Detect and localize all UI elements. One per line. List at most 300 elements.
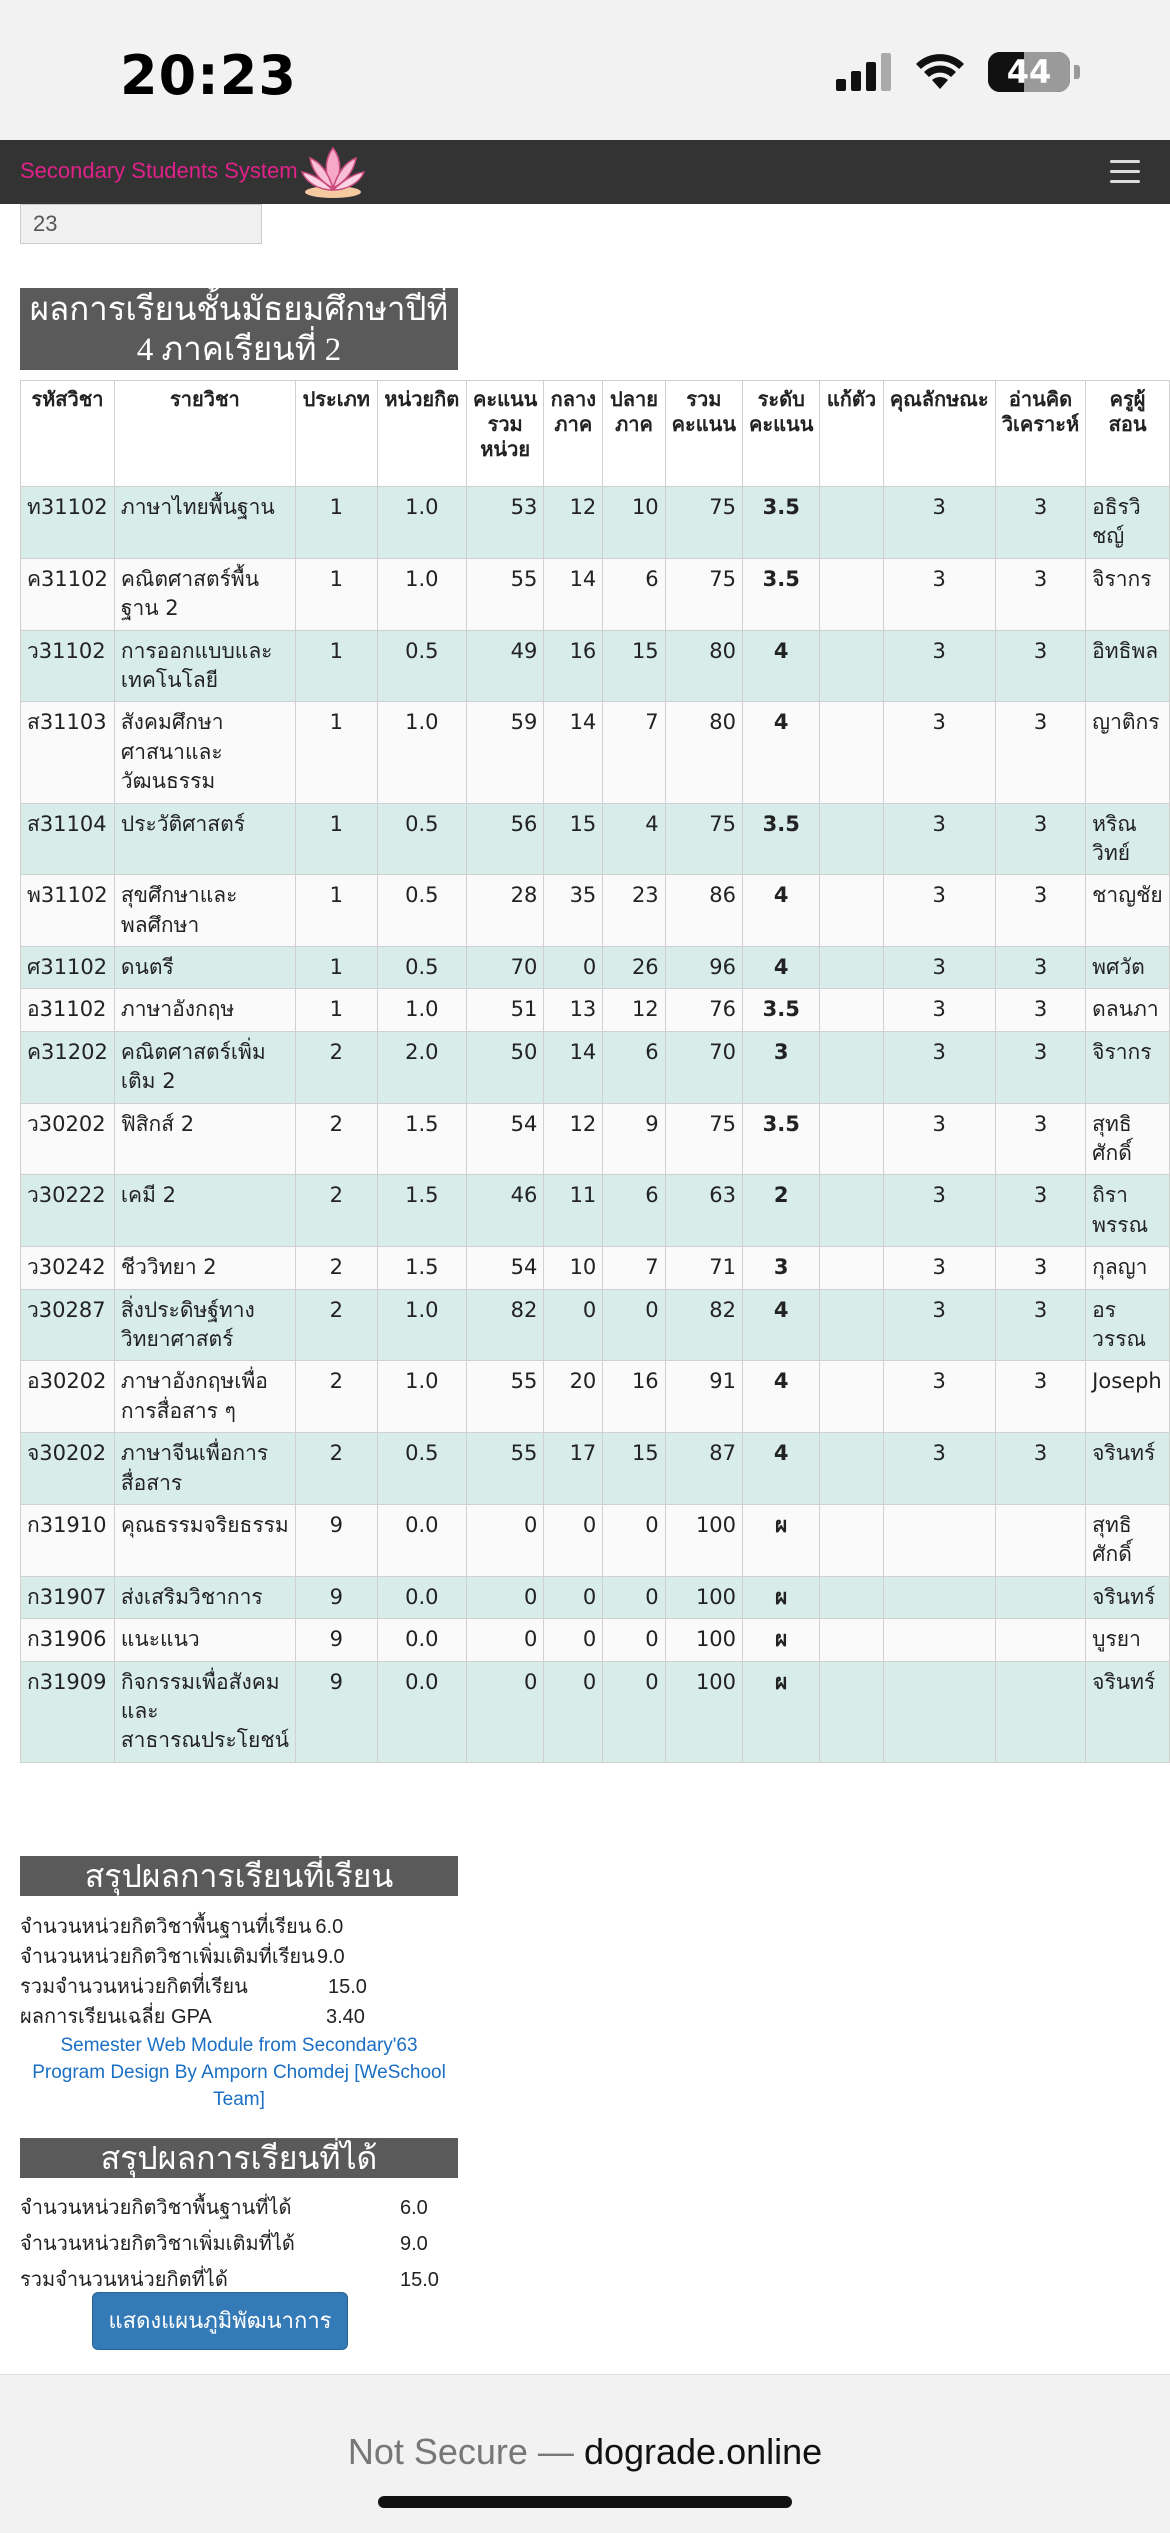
table-row xyxy=(21,630,1170,702)
table-cell: 63 xyxy=(665,1175,742,1247)
grades-table xyxy=(20,380,1170,1763)
table-cell: 2 xyxy=(295,1289,377,1361)
header-final: ปลายภาค xyxy=(603,381,665,487)
table-cell: 71 xyxy=(665,1247,742,1289)
table-cell: 4 xyxy=(743,875,820,947)
table-cell: 75 xyxy=(665,487,742,559)
table-cell: 3 xyxy=(883,1103,995,1175)
table-cell: 14 xyxy=(544,558,603,630)
table-cell: ภาษาอังกฤษ xyxy=(114,989,295,1031)
table-cell: 82 xyxy=(665,1289,742,1361)
hamburger-menu-icon[interactable] xyxy=(1110,160,1140,184)
summary-value: 6.0 xyxy=(315,1916,344,1938)
table-cell: 80 xyxy=(665,630,742,702)
table-row xyxy=(21,1619,1170,1661)
table-cell: 0.0 xyxy=(377,1504,466,1576)
table-cell: 0.5 xyxy=(377,875,466,947)
table-cell: 0 xyxy=(466,1504,543,1576)
table-cell: 3 xyxy=(995,1433,1085,1505)
header-grade: ระดับคะแนน xyxy=(743,381,820,487)
table-cell: ส31103 xyxy=(21,702,115,803)
table-cell: ผ xyxy=(743,1619,820,1661)
table-cell: 0 xyxy=(603,1289,665,1361)
table-cell: ว30202 xyxy=(21,1103,115,1175)
table-cell: 14 xyxy=(544,702,603,803)
table-cell: 100 xyxy=(665,1661,742,1762)
table-cell: 3 xyxy=(743,1247,820,1289)
table-cell: 0.5 xyxy=(377,1433,466,1505)
table-cell: กุลญา xyxy=(1086,1247,1170,1289)
table-cell: 28 xyxy=(466,875,543,947)
table-cell: 12 xyxy=(544,487,603,559)
header-type: ประเภท xyxy=(295,381,377,487)
table-row xyxy=(21,1361,1170,1433)
table-cell xyxy=(820,1504,883,1576)
table-cell: 12 xyxy=(603,989,665,1031)
navbar xyxy=(0,140,1170,204)
summary-value: 6.0 xyxy=(400,2197,428,2219)
table-cell: 0.5 xyxy=(377,947,466,989)
table-cell: หริณวิทย์ xyxy=(1086,803,1170,875)
table-cell: ก31909 xyxy=(21,1661,115,1762)
header-midterm: กลางภาค xyxy=(544,381,603,487)
table-cell: ชาญชัย xyxy=(1086,875,1170,947)
table-cell: 3 xyxy=(883,1289,995,1361)
table-cell: 0.0 xyxy=(377,1661,466,1762)
table-cell: 15 xyxy=(603,1433,665,1505)
table-cell: 23 xyxy=(603,875,665,947)
table-cell: ถิราพรรณ xyxy=(1086,1175,1170,1247)
table-row xyxy=(21,1504,1170,1576)
show-progress-chart-button[interactable]: แสดงแผนภูมิพัฒนาการ xyxy=(92,2292,348,2350)
header-remedial: แก้ตัว xyxy=(820,381,883,487)
summary-label: จำนวนหน่วยกิตวิชาเพิ่มเติมที่ได้ xyxy=(20,2233,295,2255)
table-cell: 91 xyxy=(665,1361,742,1433)
table-cell: 3 xyxy=(995,702,1085,803)
table-cell: 3 xyxy=(883,803,995,875)
table-cell: 46 xyxy=(466,1175,543,1247)
table-cell: สุทธิศักดิ์ xyxy=(1086,1504,1170,1576)
table-cell: 1 xyxy=(295,875,377,947)
table-cell: 3 xyxy=(883,1031,995,1103)
table-row xyxy=(21,1661,1170,1762)
table-cell xyxy=(995,1576,1085,1618)
table-cell: 3 xyxy=(883,1247,995,1289)
table-cell: 15 xyxy=(544,803,603,875)
table-cell: 4 xyxy=(743,630,820,702)
table-cell: 70 xyxy=(665,1031,742,1103)
table-cell: 4 xyxy=(743,702,820,803)
table-cell: ส31104 xyxy=(21,803,115,875)
signal-icon xyxy=(836,53,892,91)
table-cell: ผ xyxy=(743,1576,820,1618)
table-row xyxy=(21,702,1170,803)
table-cell: 1 xyxy=(295,558,377,630)
table-cell: จิรากร xyxy=(1086,558,1170,630)
table-cell: สุขศึกษาและพลศึกษา xyxy=(114,875,295,947)
table-cell: 59 xyxy=(466,702,543,803)
table-cell: 0.5 xyxy=(377,630,466,702)
table-cell: 3 xyxy=(883,989,995,1031)
table-cell: ว30222 xyxy=(21,1175,115,1247)
table-cell xyxy=(820,989,883,1031)
table-cell: ค31202 xyxy=(21,1031,115,1103)
table-cell: 0 xyxy=(544,1619,603,1661)
table-cell xyxy=(820,630,883,702)
table-cell: 0.5 xyxy=(377,803,466,875)
table-cell xyxy=(820,1289,883,1361)
table-cell: 0.0 xyxy=(377,1619,466,1661)
table-cell: แนะแนว xyxy=(114,1619,295,1661)
table-cell: กิจกรรมเพื่อสังคมและสาธารณประโยชน์ xyxy=(114,1661,295,1762)
table-row xyxy=(21,875,1170,947)
table-cell: 1.0 xyxy=(377,702,466,803)
student-id-input[interactable] xyxy=(20,204,262,244)
table-cell: 10 xyxy=(603,487,665,559)
table-cell: 3 xyxy=(995,1031,1085,1103)
table-cell: 3 xyxy=(995,630,1085,702)
table-cell xyxy=(820,558,883,630)
table-cell: ดนตรี xyxy=(114,947,295,989)
table-cell: 0 xyxy=(544,1289,603,1361)
table-row xyxy=(21,1103,1170,1175)
table-cell: 50 xyxy=(466,1031,543,1103)
table-cell: 3 xyxy=(883,1433,995,1505)
table-cell xyxy=(820,875,883,947)
table-cell: 96 xyxy=(665,947,742,989)
table-cell: 1.5 xyxy=(377,1247,466,1289)
table-row xyxy=(21,803,1170,875)
table-row xyxy=(21,1289,1170,1361)
table-cell: 1.5 xyxy=(377,1175,466,1247)
table-cell xyxy=(995,1619,1085,1661)
table-cell: ค31102 xyxy=(21,558,115,630)
table-cell: 4 xyxy=(743,1361,820,1433)
table-cell xyxy=(820,803,883,875)
grades-table-body xyxy=(21,487,1170,1763)
summary-label: จำนวนหน่วยกิตวิชาพื้นฐานที่ได้ xyxy=(20,2197,292,2219)
table-cell: 49 xyxy=(466,630,543,702)
table-cell: ผ xyxy=(743,1661,820,1762)
header-analytical-reading: อ่านคิดวิเคราะห์ xyxy=(995,381,1085,487)
table-cell: 1 xyxy=(295,702,377,803)
table-cell: 1.0 xyxy=(377,487,466,559)
table-cell: บูรยา xyxy=(1086,1619,1170,1661)
table-cell: 2 xyxy=(295,1433,377,1505)
table-cell: 80 xyxy=(665,702,742,803)
summary-row xyxy=(20,1912,458,1942)
table-cell: ท31102 xyxy=(21,487,115,559)
table-cell: 100 xyxy=(665,1504,742,1576)
table-cell xyxy=(820,1247,883,1289)
table-cell: ผ xyxy=(743,1504,820,1576)
table-cell: 3 xyxy=(883,630,995,702)
table-cell: 0 xyxy=(544,1661,603,1762)
table-cell: ประวัติศาสตร์ xyxy=(114,803,295,875)
table-cell: ศ31102 xyxy=(21,947,115,989)
table-cell: 54 xyxy=(466,1103,543,1175)
table-cell xyxy=(820,1175,883,1247)
table-cell: 6 xyxy=(603,1031,665,1103)
table-cell xyxy=(820,487,883,559)
table-cell: ว31102 xyxy=(21,630,115,702)
table-cell: 9 xyxy=(295,1661,377,1762)
table-cell: สังคมศึกษา ศาสนาและวัฒนธรรม xyxy=(114,702,295,803)
table-cell: 86 xyxy=(665,875,742,947)
table-cell: 6 xyxy=(603,1175,665,1247)
table-cell xyxy=(820,1576,883,1618)
table-cell: อรวรรณ xyxy=(1086,1289,1170,1361)
table-cell: 0 xyxy=(603,1576,665,1618)
table-cell: 2.0 xyxy=(377,1031,466,1103)
table-cell: 87 xyxy=(665,1433,742,1505)
summary-enrolled-title: สรุปผลการเรียนที่เรียน xyxy=(20,1856,458,1896)
table-cell: 75 xyxy=(665,1103,742,1175)
summary-row xyxy=(20,2002,458,2032)
table-cell: 14 xyxy=(544,1031,603,1103)
table-row xyxy=(21,1433,1170,1505)
table-cell: จ30202 xyxy=(21,1433,115,1505)
table-cell: 0 xyxy=(544,1504,603,1576)
table-cell: 9 xyxy=(295,1619,377,1661)
header-teacher: ครูผู้สอน xyxy=(1086,381,1170,487)
table-cell: อิทธิพล xyxy=(1086,630,1170,702)
lotus-logo-icon xyxy=(300,142,366,202)
table-cell: 55 xyxy=(466,1433,543,1505)
table-cell: ก31906 xyxy=(21,1619,115,1661)
summary-row xyxy=(20,2226,458,2262)
table-cell: ภาษาจีนเพื่อการสื่อสาร xyxy=(114,1433,295,1505)
table-cell: 75 xyxy=(665,558,742,630)
header-subject-name: รายวิชา xyxy=(114,381,295,487)
table-cell: 9 xyxy=(295,1504,377,1576)
table-cell: การออกแบบและเทคโนโลยี xyxy=(114,630,295,702)
table-cell: 54 xyxy=(466,1247,543,1289)
grades-table-header xyxy=(21,381,1170,487)
table-cell xyxy=(995,1661,1085,1762)
table-cell: 3.5 xyxy=(743,989,820,1031)
header-subject-code: รหัสวิชา xyxy=(21,381,115,487)
table-cell: อ30202 xyxy=(21,1361,115,1433)
table-cell: 3 xyxy=(883,558,995,630)
table-cell: ส่งเสริมวิชาการ xyxy=(114,1576,295,1618)
table-cell: 11 xyxy=(544,1175,603,1247)
table-cell: 3 xyxy=(883,875,995,947)
summary-enrolled-panel xyxy=(20,1912,458,2112)
table-cell: พ31102 xyxy=(21,875,115,947)
header-total: รวมคะแนน xyxy=(665,381,742,487)
table-cell: ก31907 xyxy=(21,1576,115,1618)
table-cell: อธิรวิชญ์ xyxy=(1086,487,1170,559)
table-cell: อ31102 xyxy=(21,989,115,1031)
table-cell: 3 xyxy=(995,1175,1085,1247)
table-cell xyxy=(820,1103,883,1175)
table-cell: 3 xyxy=(883,487,995,559)
table-cell: 3 xyxy=(995,947,1085,989)
table-cell: 7 xyxy=(603,1247,665,1289)
table-row xyxy=(21,1576,1170,1618)
table-cell: 1.0 xyxy=(377,558,466,630)
table-cell: 1 xyxy=(295,989,377,1031)
table-cell: 1.0 xyxy=(377,1289,466,1361)
table-row xyxy=(21,487,1170,559)
table-cell: 6 xyxy=(603,558,665,630)
table-cell: 0 xyxy=(544,1576,603,1618)
table-cell: 2 xyxy=(295,1103,377,1175)
table-cell: 2 xyxy=(743,1175,820,1247)
table-cell: 3 xyxy=(995,989,1085,1031)
table-cell: 0 xyxy=(466,1576,543,1618)
table-cell: 3 xyxy=(883,1175,995,1247)
table-cell: 4 xyxy=(743,1289,820,1361)
summary-label: ผลการเรียนเฉลี่ย GPA xyxy=(20,2006,212,2028)
battery-icon xyxy=(988,52,1070,92)
table-cell: จรินทร์ xyxy=(1086,1661,1170,1762)
table-cell: 55 xyxy=(466,558,543,630)
table-cell: ว30287 xyxy=(21,1289,115,1361)
table-cell: 17 xyxy=(544,1433,603,1505)
table-cell: คณิตศาสตร์เพิ่มเติม 2 xyxy=(114,1031,295,1103)
table-cell: 51 xyxy=(466,989,543,1031)
table-cell: 53 xyxy=(466,487,543,559)
table-cell: 0.0 xyxy=(377,1576,466,1618)
table-cell: 16 xyxy=(603,1361,665,1433)
table-cell: 2 xyxy=(295,1175,377,1247)
summary-earned-title: สรุปผลการเรียนที่ได้ xyxy=(20,2138,458,2178)
table-cell xyxy=(883,1576,995,1618)
table-row xyxy=(21,1175,1170,1247)
table-cell: 82 xyxy=(466,1289,543,1361)
table-cell: 3 xyxy=(995,558,1085,630)
battery-cap xyxy=(1074,65,1080,79)
table-cell: สิ่งประดิษฐ์ทางวิทยาศาสตร์ xyxy=(114,1289,295,1361)
summary-label: จำนวนหน่วยกิตวิชาพื้นฐานที่เรียน xyxy=(20,1916,312,1938)
results-title: ผลการเรียนชั้นมัธยมศึกษาปีที่ 4 ภาคเรียนที่ 2 xyxy=(20,288,458,370)
table-cell xyxy=(820,947,883,989)
status-icons xyxy=(836,52,1080,92)
table-cell: 3 xyxy=(743,1031,820,1103)
battery-level: 44 xyxy=(1006,53,1052,91)
url-display[interactable] xyxy=(0,2431,1170,2473)
table-row xyxy=(21,1031,1170,1103)
table-cell xyxy=(820,1661,883,1762)
table-row xyxy=(21,558,1170,630)
table-cell: 1 xyxy=(295,487,377,559)
table-cell: พศวัต xyxy=(1086,947,1170,989)
table-cell: 1 xyxy=(295,630,377,702)
table-cell: 2 xyxy=(295,1031,377,1103)
student-id-area xyxy=(0,204,478,246)
summary-label: รวมจำนวนหน่วยกิตที่ได้ xyxy=(20,2269,228,2291)
table-cell: 2 xyxy=(295,1247,377,1289)
table-cell xyxy=(820,702,883,803)
table-cell: ฟิสิกส์ 2 xyxy=(114,1103,295,1175)
summary-label: รวมจำนวนหน่วยกิตที่เรียน xyxy=(20,1976,248,1998)
table-cell: 1 xyxy=(295,803,377,875)
home-indicator[interactable] xyxy=(378,2496,792,2508)
table-cell: 12 xyxy=(544,1103,603,1175)
table-cell: Joseph xyxy=(1086,1361,1170,1433)
header-credits: หน่วยกิต xyxy=(377,381,466,487)
table-cell: 3 xyxy=(995,1289,1085,1361)
table-row xyxy=(21,989,1170,1031)
table-cell: เคมี 2 xyxy=(114,1175,295,1247)
domain-label: dograde.online xyxy=(583,2431,823,2472)
brand-title[interactable]: Secondary Students System xyxy=(20,158,298,183)
table-cell: 13 xyxy=(544,989,603,1031)
table-cell: 0 xyxy=(603,1661,665,1762)
table-cell: คุณธรรมจริยธรรม xyxy=(114,1504,295,1576)
table-cell: 4 xyxy=(603,803,665,875)
table-cell: 15 xyxy=(603,630,665,702)
status-bar xyxy=(0,0,1170,140)
table-cell: คณิตศาสตร์พื้นฐาน 2 xyxy=(114,558,295,630)
table-cell: 3.5 xyxy=(743,558,820,630)
table-cell: 1.0 xyxy=(377,1361,466,1433)
table-cell: 26 xyxy=(603,947,665,989)
table-cell: 4 xyxy=(743,947,820,989)
table-cell: 3.5 xyxy=(743,487,820,559)
summary-label: จำนวนหน่วยกิตวิชาเพิ่มเติมที่เรียน xyxy=(20,1946,315,1968)
table-cell: 0 xyxy=(466,1619,543,1661)
table-cell: 1.0 xyxy=(377,989,466,1031)
table-cell: 76 xyxy=(665,989,742,1031)
table-cell: 3 xyxy=(883,1361,995,1433)
summary-row xyxy=(20,1972,458,2002)
table-cell: ภาษาอังกฤษเพื่อการสื่อสาร ๆ xyxy=(114,1361,295,1433)
table-cell: 100 xyxy=(665,1576,742,1618)
summary-row xyxy=(20,1942,458,1972)
table-cell: 3 xyxy=(995,1361,1085,1433)
table-cell: 3 xyxy=(995,487,1085,559)
header-characteristics: คุณลักษณะ xyxy=(883,381,995,487)
table-cell: 3.5 xyxy=(743,803,820,875)
table-cell: 0 xyxy=(603,1619,665,1661)
browser-address-bar[interactable] xyxy=(0,2374,1170,2533)
table-cell: 0 xyxy=(603,1504,665,1576)
table-cell: ภาษาไทยพื้นฐาน xyxy=(114,487,295,559)
table-cell xyxy=(883,1661,995,1762)
table-cell: 4 xyxy=(743,1433,820,1505)
table-cell: 3.5 xyxy=(743,1103,820,1175)
table-cell: 70 xyxy=(466,947,543,989)
table-cell: ญาติกร xyxy=(1086,702,1170,803)
table-cell: 35 xyxy=(544,875,603,947)
table-cell: จรินทร์ xyxy=(1086,1433,1170,1505)
table-cell: 7 xyxy=(603,702,665,803)
table-row xyxy=(21,947,1170,989)
table-cell: ว30242 xyxy=(21,1247,115,1289)
table-cell: ชีววิทยา 2 xyxy=(114,1247,295,1289)
status-time: 20:23 xyxy=(120,44,297,107)
summary-value: 15.0 xyxy=(328,1976,367,1998)
table-cell xyxy=(883,1504,995,1576)
table-cell xyxy=(820,1031,883,1103)
credit-designer-link[interactable]: Program Design By Amporn Chomdej [WeSchool Team] xyxy=(32,2062,446,2110)
table-cell: ดลนภา xyxy=(1086,989,1170,1031)
table-cell xyxy=(820,1433,883,1505)
credit-module-link[interactable]: Semester Web Module from Secondary'63 xyxy=(60,2035,418,2056)
table-cell: 16 xyxy=(544,630,603,702)
not-secure-label: Not Secure — xyxy=(347,2431,574,2472)
table-cell: 55 xyxy=(466,1361,543,1433)
table-cell: 100 xyxy=(665,1619,742,1661)
table-cell: 0 xyxy=(466,1661,543,1762)
table-cell: 3 xyxy=(995,875,1085,947)
summary-value: 15.0 xyxy=(400,2269,439,2291)
summary-row xyxy=(20,2190,458,2226)
gpa-value: 3.40 xyxy=(326,2006,365,2028)
